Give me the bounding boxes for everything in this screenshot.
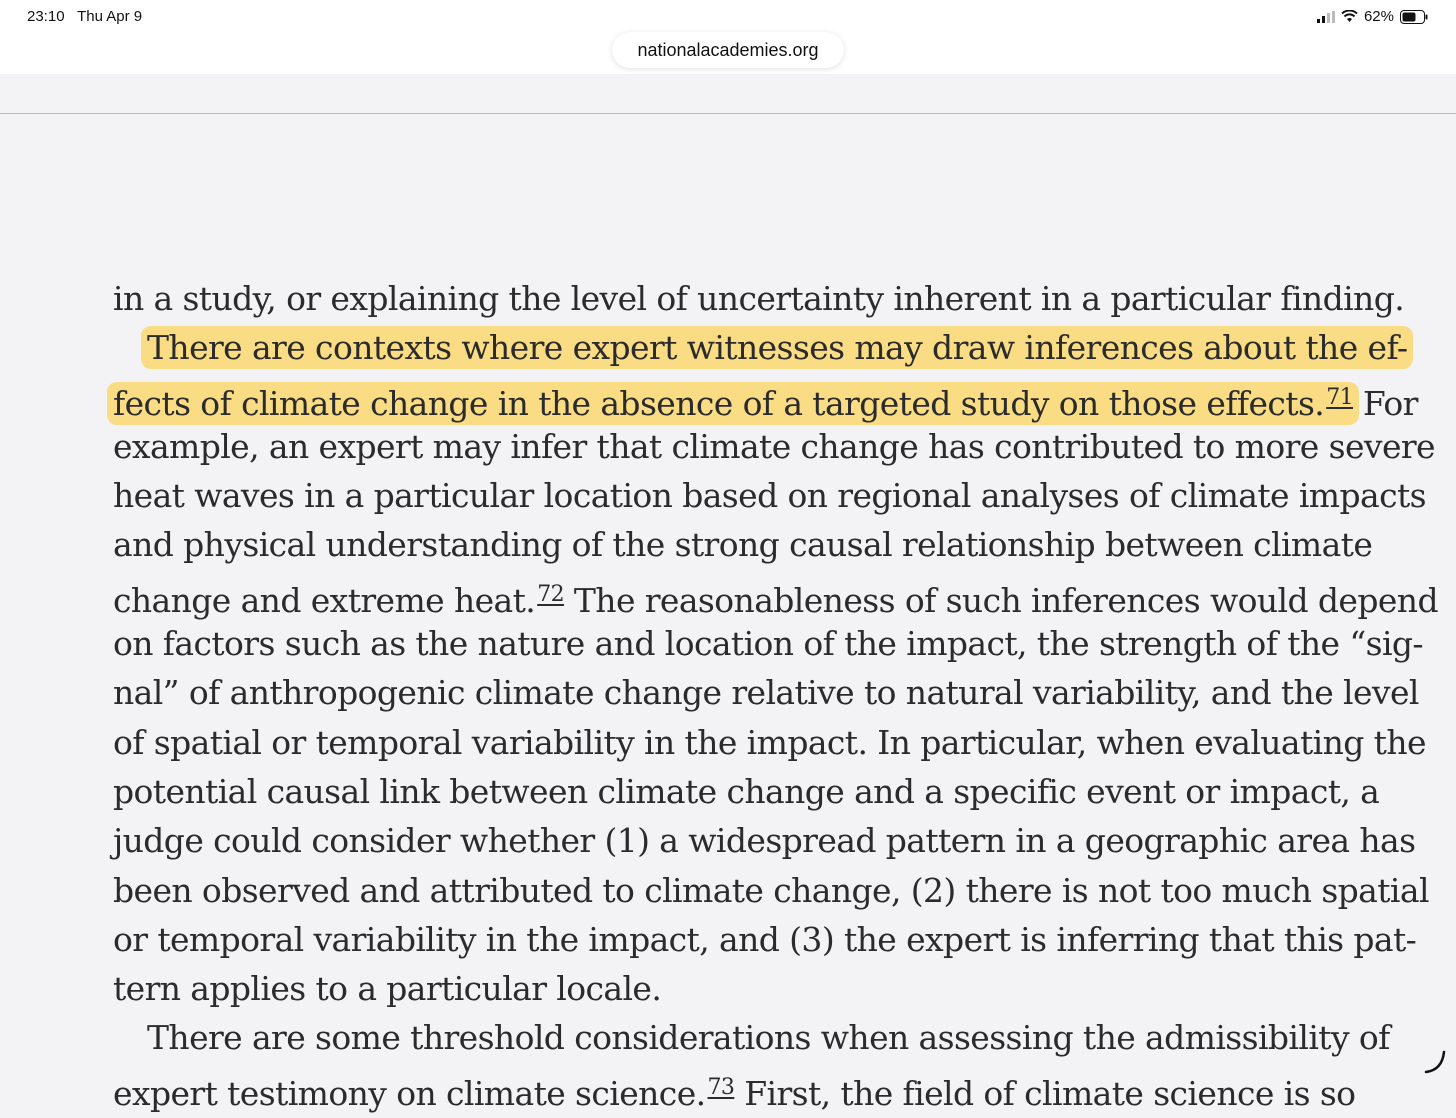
status-indicators	[1317, 8, 1428, 25]
text-line	[113, 1063, 1373, 1112]
footnote-link-73[interactable]: 73	[708, 1075, 735, 1100]
text-line	[113, 471, 1373, 520]
text-span: tern applies to a particular locale.	[113, 969, 661, 1008]
text-span: potential causal link between climate change and a specific event or impact, a	[113, 772, 1379, 811]
text-span: in a study, or explaining the level of uncertainty inherent in a particular finding.	[113, 279, 1404, 318]
resize-corner-icon[interactable]	[1422, 1048, 1448, 1074]
text-span: or temporal variability in the impact, and (3) the expert is inferring that this pat-	[113, 920, 1416, 959]
text-line	[113, 373, 1373, 422]
wifi-icon	[1341, 10, 1358, 23]
text-line-highlighted	[113, 323, 1373, 372]
text-span: heat waves in a particular location based on regional analyses of climate impacts	[113, 476, 1426, 515]
text-line	[113, 274, 1373, 323]
text-line	[113, 570, 1373, 619]
text-line	[113, 866, 1373, 915]
text-line	[113, 767, 1373, 816]
text-span: been observed and attributed to climate change, (2) there is not too much spatial	[113, 871, 1429, 910]
address-bar[interactable]	[612, 32, 844, 68]
footnote-link-71[interactable]: 71	[1326, 385, 1353, 410]
highlight	[107, 382, 1359, 425]
cellular-signal-icon	[1317, 11, 1335, 23]
text-line	[113, 915, 1373, 964]
text-line	[113, 520, 1373, 569]
status-bar	[0, 0, 1456, 74]
text-line	[113, 422, 1373, 471]
text-span: expert testimony on climate science.	[113, 1074, 706, 1113]
text-span: change and extreme heat.	[113, 581, 535, 620]
text-line	[113, 1013, 1373, 1062]
text-line	[113, 718, 1373, 767]
url-text: nationalacademies.org	[637, 40, 818, 61]
text-span: on factors such as the nature and location of the impact, the strength of the “sig-	[113, 624, 1423, 663]
status-time-date	[27, 8, 142, 25]
date: Thu Apr 9	[77, 8, 142, 25]
text-span: First, the field of climate science is so	[734, 1074, 1355, 1113]
divider	[0, 113, 1456, 114]
text-span: There are some threshold considerations when assessing the admissibility of	[147, 1018, 1390, 1057]
text-span: of spatial or temporal variability in the impact. In particular, when evaluating the	[113, 723, 1426, 762]
text-span: nal” of anthropogenic climate change relative to natural variability, and the level	[113, 673, 1419, 712]
text-line	[113, 816, 1373, 865]
article-body	[113, 274, 1373, 1112]
text-span: and physical understanding of the strong causal relationship between climate	[113, 525, 1372, 564]
text-line	[113, 619, 1373, 668]
clock: 23:10	[27, 8, 65, 25]
footnote-link-72[interactable]: 72	[537, 582, 564, 607]
text-span: The reasonableness of such inferences would depend	[564, 581, 1438, 620]
text-span: fects of climate change in the absence of a targeted study on those effects.	[113, 384, 1324, 423]
text-line	[113, 668, 1373, 717]
battery-percent: 62%	[1364, 8, 1394, 25]
text-span: judge could consider whether (1) a widespread pattern in a geographic area has	[113, 821, 1415, 860]
battery-icon	[1400, 10, 1428, 24]
text-span: example, an expert may infer that climate change has contributed to more severe	[113, 427, 1435, 466]
text-span: For	[1353, 384, 1418, 423]
text-line	[113, 964, 1373, 1013]
highlight: There are contexts where expert witnesses may draw inferences about the ef-	[141, 326, 1413, 369]
